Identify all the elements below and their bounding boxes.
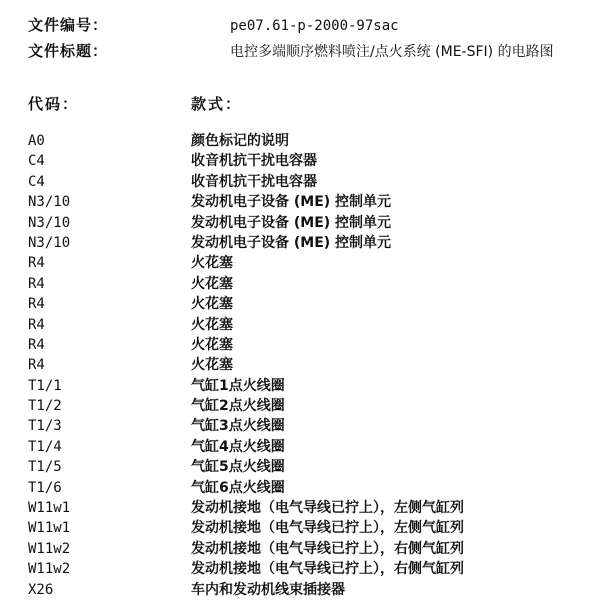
list-item: [28, 580, 609, 600]
list-item: [28, 416, 609, 436]
item-description: 火花塞: [191, 275, 233, 292]
item-code: C4: [28, 153, 45, 170]
item-code: W11w1: [28, 520, 71, 537]
list-item: [28, 233, 609, 253]
item-description: 火花塞: [191, 316, 233, 333]
item-description: 收音机抗干扰电容器: [191, 153, 317, 170]
item-description: 气缸3点火线圈: [191, 418, 285, 435]
item-code: T1/3: [28, 418, 62, 435]
item-description: 气缸2点火线圈: [191, 398, 285, 415]
component-list: [28, 131, 609, 600]
list-item: [28, 192, 609, 212]
item-code: T1/1: [28, 377, 62, 394]
item-description: 车内和发动机线束插接器: [191, 581, 345, 598]
code-column-header: 代码：: [28, 95, 80, 113]
item-description: 火花塞: [191, 357, 233, 374]
file-title-label: 文件标题：: [28, 42, 109, 60]
list-item: [28, 213, 609, 233]
item-code: R4: [28, 275, 45, 292]
item-code: A0: [28, 133, 45, 149]
file-number-row: [28, 14, 399, 36]
item-code: R4: [28, 357, 45, 374]
list-item: [28, 518, 609, 538]
item-code: N3/10: [28, 194, 71, 211]
item-code: X26: [28, 581, 54, 598]
list-item: [28, 437, 609, 457]
item-code: R4: [28, 336, 45, 353]
item-description: 火花塞: [191, 296, 233, 313]
item-description: 发动机接地（电气导线已拧上），右侧气缸列: [191, 540, 464, 557]
style-column-header: 款式：: [191, 95, 243, 113]
list-item: [28, 151, 609, 171]
file-title-value: 电控多端顺序燃料喷注/点火系统 (ME-SFI) 的电路图: [230, 44, 554, 60]
list-item: [28, 253, 609, 273]
item-description: 收音机抗干扰电容器: [191, 173, 317, 190]
list-item: [28, 478, 609, 498]
item-code: T1/2: [28, 398, 62, 415]
list-item: [28, 294, 609, 314]
item-code: R4: [28, 296, 45, 313]
item-code: T1/5: [28, 459, 62, 476]
item-description: 气缸6点火线圈: [191, 479, 285, 496]
item-code: W11w1: [28, 500, 71, 517]
list-item: [28, 396, 609, 416]
item-description: 颜色标记的说明: [191, 133, 289, 149]
list-item: [28, 539, 609, 559]
item-code: W11w2: [28, 561, 71, 578]
item-description: 发动机电子设备 (ME) 控制单元: [191, 234, 392, 251]
item-description: 发动机电子设备 (ME) 控制单元: [191, 214, 392, 231]
item-code: R4: [28, 316, 45, 333]
item-code: T1/6: [28, 479, 62, 496]
list-item: [28, 457, 609, 477]
item-description: 发动机接地（电气导线已拧上），左侧气缸列: [191, 500, 464, 517]
item-code: N3/10: [28, 234, 71, 251]
list-item: [28, 376, 609, 396]
list-item: [28, 335, 609, 355]
item-description: 火花塞: [191, 336, 233, 353]
list-item: [28, 559, 609, 579]
list-item: [28, 172, 609, 192]
item-description: 气缸4点火线圈: [191, 438, 285, 455]
item-description: 气缸1点火线圈: [191, 377, 285, 394]
item-description: 火花塞: [191, 255, 233, 272]
item-description: 发动机接地（电气导线已拧上），左侧气缸列: [191, 520, 464, 537]
item-description: 气缸5点火线圈: [191, 459, 285, 476]
list-item: [28, 355, 609, 375]
list-item: [28, 498, 609, 518]
item-description: 发动机接地（电气导线已拧上），右侧气缸列: [191, 561, 464, 578]
item-code: T1/4: [28, 438, 62, 455]
file-number-value: pe07.61-p-2000-97sac: [230, 18, 399, 34]
list-item: [28, 315, 609, 335]
item-description: 发动机电子设备 (ME) 控制单元: [191, 194, 392, 211]
file-number-label: 文件编号：: [28, 16, 109, 34]
file-title-row: [28, 40, 554, 62]
list-item: [28, 274, 609, 294]
item-code: N3/10: [28, 214, 71, 231]
item-code: R4: [28, 255, 45, 272]
list-item: [28, 131, 609, 151]
item-code: C4: [28, 173, 45, 190]
item-code: W11w2: [28, 540, 71, 557]
